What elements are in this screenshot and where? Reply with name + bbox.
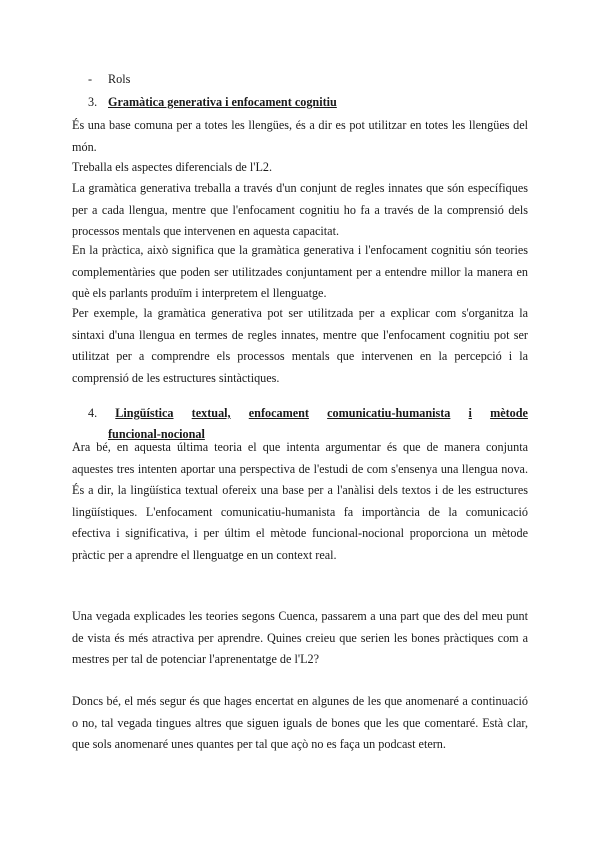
bullet-text: Rols (108, 72, 131, 86)
section-3-title: Gramàtica generativa i enfocament cognitiu (108, 95, 337, 109)
section-4-heading (88, 406, 528, 441)
paragraph: És una base comuna per a totes les llengües, és a dir es pot utilitzar en totes les llengües del món. (72, 118, 528, 154)
bullet-dash: - (88, 72, 93, 86)
paragraph: Una vegada explicades les teories segons Cuenca, passarem a una part que des del meu punt de vista és més atractiva per aprendre. Quines creieu que serien les bones pràctiques com a mestres per tal de potenciar l'aprenentatge de l'L2? (72, 609, 528, 666)
bullet-item-rols (88, 72, 130, 86)
paragraph: En la pràctica, això significa que la gramàtica generativa i l'enfocament cognitiu són teories complementàries que poden ser utilitzades conjuntament per a entendre millor la manera en què els parlants produïm i interpretem el llenguatge. (72, 243, 528, 300)
paragraph: Ara bé, en aquesta última teoria el que intenta argumentar és que de manera conjunta aquestes tres intenten aportar una perspectiva de l'estudi de com s'ensenya una llengua nova. És a dir, la lingüística textual ofereix una base per a l'anàlisi dels textos i de les estructures lingüístiques. L'enfocament comunicatiu-humanista fa importància de la comunicació efectiva i significativa, i per últim el mètode funcional-nocional proporciona un mètode pràctic per a aprendre el llenguatge en un context real. (72, 440, 528, 562)
paragraph: La gramàtica generativa treballa a través d'un conjunt de regles innates que són específiques per a cada llengua, mentre que l'enfocament cognitiu ho fa a través de la comprensió dels processos mentals que intervenen en aquesta capacitat. (72, 181, 528, 238)
section-4-title-word: textual, (191, 406, 231, 420)
section-3-number: 3. (88, 95, 98, 109)
section-3-heading (88, 95, 337, 109)
paragraph: Per exemple, la gramàtica generativa pot ser utilitzada per a explicar com s'organitza la sintaxi d'una llengua en termes de regles innates, mentre que l'enfocament cognitiu pot ser utilitzat per a comprendre els processos mentals que intervenen en la percepció i la comprensió de les estructures sintàctiques. (72, 306, 528, 385)
section-4-title-word: mètode (490, 406, 528, 420)
section-4-title-word: enfocament (248, 406, 309, 420)
section-4-title-word: comunicatiu-humanista (327, 406, 451, 420)
section-4-title-line2: funcional-nocional (108, 427, 205, 441)
section-4-title-word: i (468, 406, 472, 420)
section-4-number: 4. (88, 406, 98, 420)
paragraph: Doncs bé, el més segur és que hages encertat en algunes de les que anomenaré a continuació o no, tal vegada tingues altres que siguen iguals de bones que les que comentaré. Està clar, que sols anomenaré unes quantes per tal que açò no es faça un podcast etern. (72, 694, 528, 751)
paragraph: Treballa els aspectes diferencials de l'L2. (72, 160, 273, 174)
section-4-title-word: Lingüística (115, 406, 174, 420)
